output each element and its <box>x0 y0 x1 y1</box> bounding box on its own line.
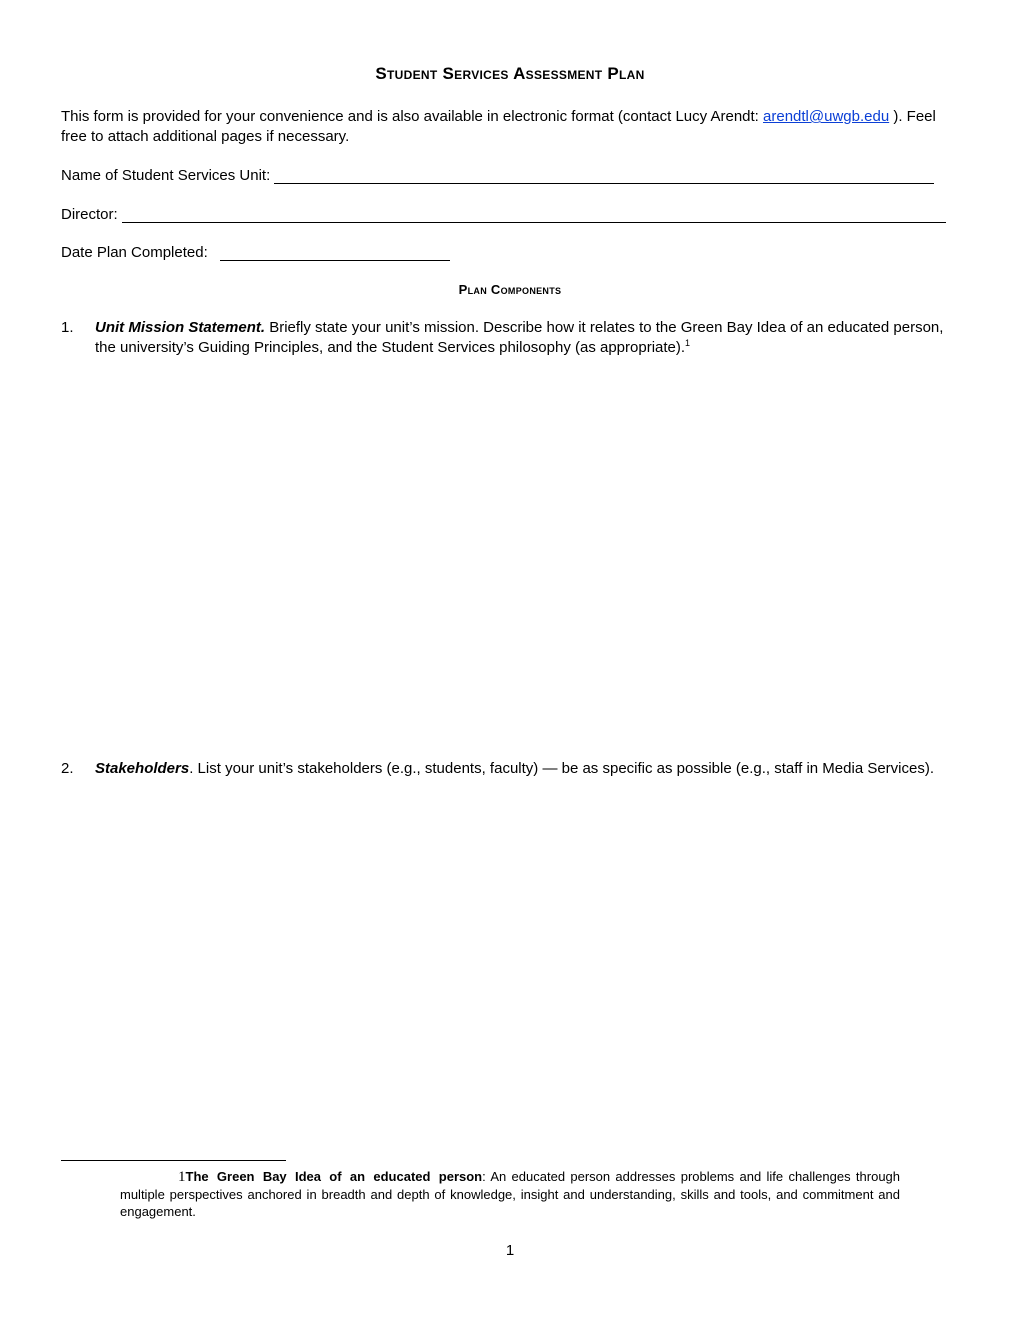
date-completed-input-line[interactable] <box>220 245 450 261</box>
director-input-line[interactable] <box>122 207 946 223</box>
unit-name-field <box>61 164 934 184</box>
unit-name-input-line[interactable] <box>274 168 934 184</box>
item-body <box>95 759 961 779</box>
item-number: 1. <box>61 319 74 336</box>
footnote-heading: The Green Bay Idea of an educated person <box>185 1169 483 1184</box>
document-title: Student Services Assessment Plan <box>375 64 645 83</box>
page-number: 1 <box>505 1242 515 1259</box>
item-body <box>95 318 961 358</box>
item-heading: Unit Mission Statement. <box>95 319 266 336</box>
intro-paragraph <box>61 107 941 147</box>
footnote-text: : An educated person addresses problems and life challenges through multiple perspectives anchored in breadth and depth of knowledge, insight and understanding, skills and tools, and commitment and engagement. <box>120 1169 901 1219</box>
footnote-marker: 1 <box>178 1169 186 1185</box>
item-number: 2. <box>61 760 74 777</box>
item-heading: Stakeholders <box>95 760 190 777</box>
footnote-separator <box>61 1160 286 1161</box>
item-mission-statement <box>61 318 961 358</box>
unit-name-label: Name of Student Services Unit: <box>61 167 271 184</box>
director-label: Director: <box>61 206 118 223</box>
section-title: Plan Components <box>458 282 562 297</box>
item-stakeholders <box>61 759 961 779</box>
item-text: . List your unit’s stakeholders (e.g., students, faculty) — be as specific as possible (e.g., staff in Media Services). <box>189 760 935 777</box>
date-completed-field <box>61 241 450 261</box>
footnote-reference[interactable]: 1 <box>685 338 691 348</box>
date-completed-label: Date Plan Completed: <box>61 244 208 261</box>
intro-text-end: ). Feel free to attach additional pages if necessary. <box>61 108 936 145</box>
footnote <box>120 1168 900 1220</box>
intro-text: This form is provided for your convenience and is also available in electronic format (contact Lucy Arendt: <box>61 108 764 125</box>
director-field <box>61 203 946 223</box>
contact-email-link[interactable]: arendtl@uwgb.edu <box>763 108 890 125</box>
item-text: Briefly state your unit’s mission. Describe how it relates to the Green Bay Idea of an educated person, the university’s Guiding Principles, and the Student Services philosophy (as appropriate). <box>95 319 944 356</box>
